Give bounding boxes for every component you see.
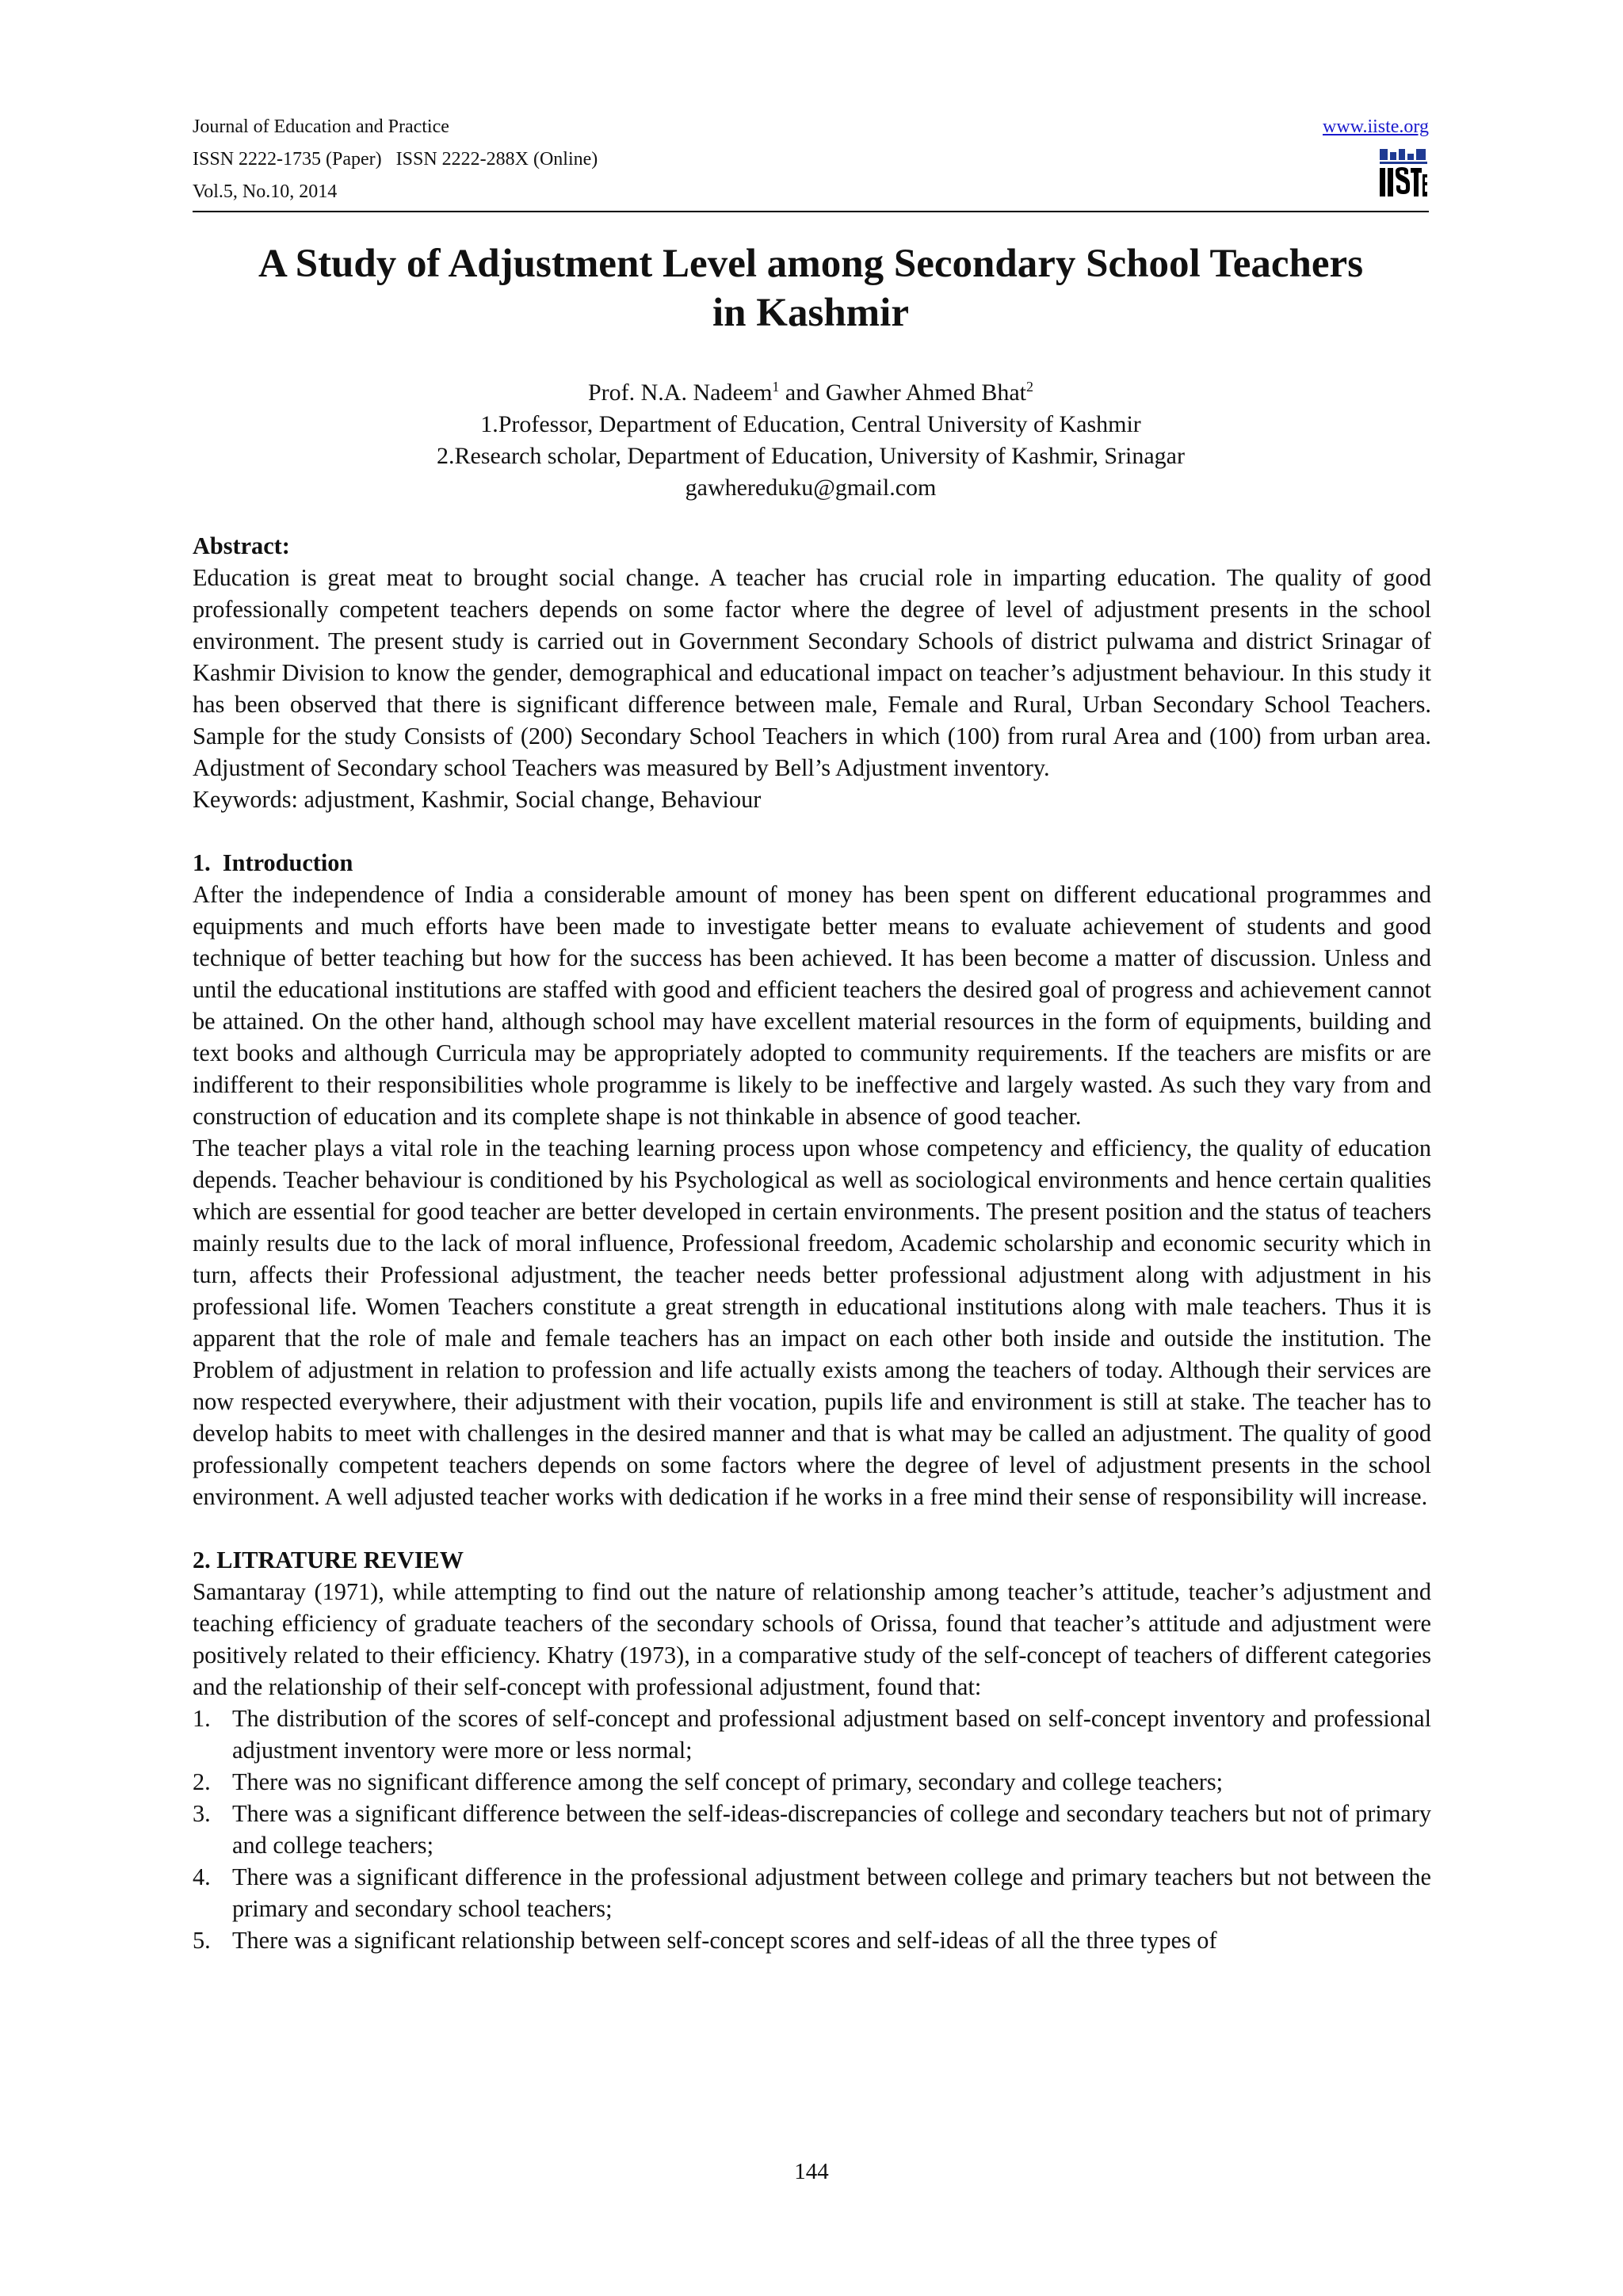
abstract-heading: Abstract: xyxy=(193,532,290,559)
list-item-text: There was a significant difference between the self-ideas-discrepancies of college and secondary teachers but not of primary and college teachers; xyxy=(232,1800,1431,1859)
list-item xyxy=(193,1798,1431,1861)
introduction-heading: 1. Introduction xyxy=(193,849,353,876)
list-item-text: There was a significant difference in the professional adjustment between college and primary teachers but not between the primary and secondary school teachers; xyxy=(232,1863,1431,1922)
author-2: and Gawher Ahmed Bhat xyxy=(779,379,1027,406)
list-item-number: 4. xyxy=(193,1863,211,1890)
author-1-sup: 1 xyxy=(772,379,780,395)
list-item xyxy=(193,1924,1431,1956)
author-block xyxy=(193,371,1429,504)
section-gap xyxy=(193,815,1431,847)
literature-review-heading: 2. LITRATURE REVIEW xyxy=(193,1547,464,1573)
paper-title-line1: A Study of Adjustment Level among Secondary School Teachers xyxy=(258,242,1364,286)
page-number: 144 xyxy=(794,2159,829,2184)
paper-title-line2: in Kashmir xyxy=(712,291,909,335)
paper-title xyxy=(193,239,1429,338)
list-item-number: 5. xyxy=(193,1927,211,1954)
journal-info xyxy=(193,111,598,208)
list-item xyxy=(193,1766,1431,1798)
journal-name: Journal of Education and Practice xyxy=(193,116,449,137)
author-line xyxy=(193,371,1429,409)
affiliation-2: 2.Research scholar, Department of Education, University of Kashmir, Srinagar xyxy=(437,443,1185,469)
literature-review-paragraph: Samantaray (1971), while attempting to find out the nature of relationship among teacher’s attitude, teacher’s adjustment and teaching efficiency of graduate teachers of the secondary schools of Orissa, found that teacher’s attitude and adjustment were positively related to their efficiency. Khatry (1973), in a comparative study of the self-concept of teachers of different categories and the relationship of their self-concept with professional adjustment, found that: xyxy=(193,1578,1431,1700)
journal-volume: Vol.5, No.10, 2014 xyxy=(193,181,338,202)
list-item xyxy=(193,1703,1431,1766)
iiste-logo xyxy=(1378,147,1429,200)
list-item-text: The distribution of the scores of self-concept and professional adjustment based on self-concept inventory and professional adjustment inventory were more or less normal; xyxy=(232,1705,1431,1764)
introduction-paragraph-1: After the independence of India a considerable amount of money has been spent on different educational programmes and equipments and much efforts have been made to investigate better means to evaluate achievement of students and good technique of better teaching but how for the success has been achieved. It has been become a matter of discussion. Unless and until the educational institutions are staffed with good and efficient teachers the desired goal of progress and achievement cannot be attained. On the other hand, although school may have excellent material resources in the form of equipments, building and text books and although Curricula may be appropriately adopted to community requirements. If the teachers are misfits or are indifferent to their responsibilities whole programme is likely to be ineffective and largely wasted. As such they vary from and construction of education and its complete shape is not thinkable in absence of good teacher. xyxy=(193,881,1431,1130)
keywords: Keywords: adjustment, Kashmir, Social change, Behaviour xyxy=(193,786,762,813)
author-email: gawhereduku@gmail.com xyxy=(685,475,937,501)
list-item-number: 3. xyxy=(193,1800,211,1827)
website-link[interactable]: www.iiste.org xyxy=(1323,116,1429,137)
findings-list xyxy=(193,1703,1431,1956)
affiliation-1: 1.Professor, Department of Education, Central University of Kashmir xyxy=(480,411,1141,437)
list-item-number: 1. xyxy=(193,1705,211,1732)
introduction-paragraph-2: The teacher plays a vital role in the teaching learning process upon whose competency and efficiency, the quality of education depends. Teacher behaviour is conditioned by his Psychological as well as sociological environments and hence certain qualities which are essential for good teacher are better developed in certain environments. The present position and the status of teachers mainly results due to the lack of moral influence, Professional freedom, Academic scholarship and economic security which in turn, affects their Professional adjustment, the teacher needs better professional adjustment along with adjustment in his professional life. Women Teachers constitute a great strength in educational institutions along with male teachers. Thus it is apparent that the role of male and female teachers has an impact on each other both inside and outside the institution. The Problem of adjustment in relation to profession and life actually exists among the teachers of today. Although their services are now respected everywhere, their adjustment with their vocation, pupils life and environment is still at stake. The teacher has to develop habits to meet with challenges in the desired manner and that is what may be called an adjustment. The quality of good professionally competent teachers depends on some factors where the degree of level of adjustment presents in the school environment. A well adjusted teacher works with dedication if he works in a free mind their sense of responsibility will increase. xyxy=(193,1135,1431,1510)
list-item-number: 2. xyxy=(193,1768,211,1795)
paper-body xyxy=(193,530,1431,1956)
author-2-sup: 2 xyxy=(1026,379,1034,395)
list-item-text: There was a significant relationship between self-concept scores and self-ideas of all the three types of xyxy=(232,1927,1217,1954)
abstract-text: Education is great meat to brought social change. A teacher has crucial role in imparting education. The quality of good professionally competent teachers depends on some factor where the degree of level of adjustment presents in the school environment. The present study is carried out in Government Secondary Schools of district pulwama and district Srinagar of Kashmir Division to know the gender, demographical and educational impact on teacher’s adjustment behaviour. In this study it has been observed that there is significant difference between male, Female and Rural, Urban Secondary School Teachers. Sample for the study Consists of (200) Secondary School Teachers in which (100) from rural Area and (100) from urban area. Adjustment of Secondary school Teachers was measured by Bell’s Adjustment inventory. xyxy=(193,564,1431,781)
journal-issn: ISSN 2222-1735 (Paper) ISSN 2222-288X (Online) xyxy=(193,149,598,170)
journal-header xyxy=(193,111,1429,209)
list-item-text: There was no significant difference among the self concept of primary, secondary and college teachers; xyxy=(232,1768,1224,1795)
section-gap xyxy=(193,1512,1431,1544)
list-item xyxy=(193,1861,1431,1924)
header-divider xyxy=(193,211,1429,212)
author-1: Prof. N.A. Nadeem xyxy=(587,379,773,406)
